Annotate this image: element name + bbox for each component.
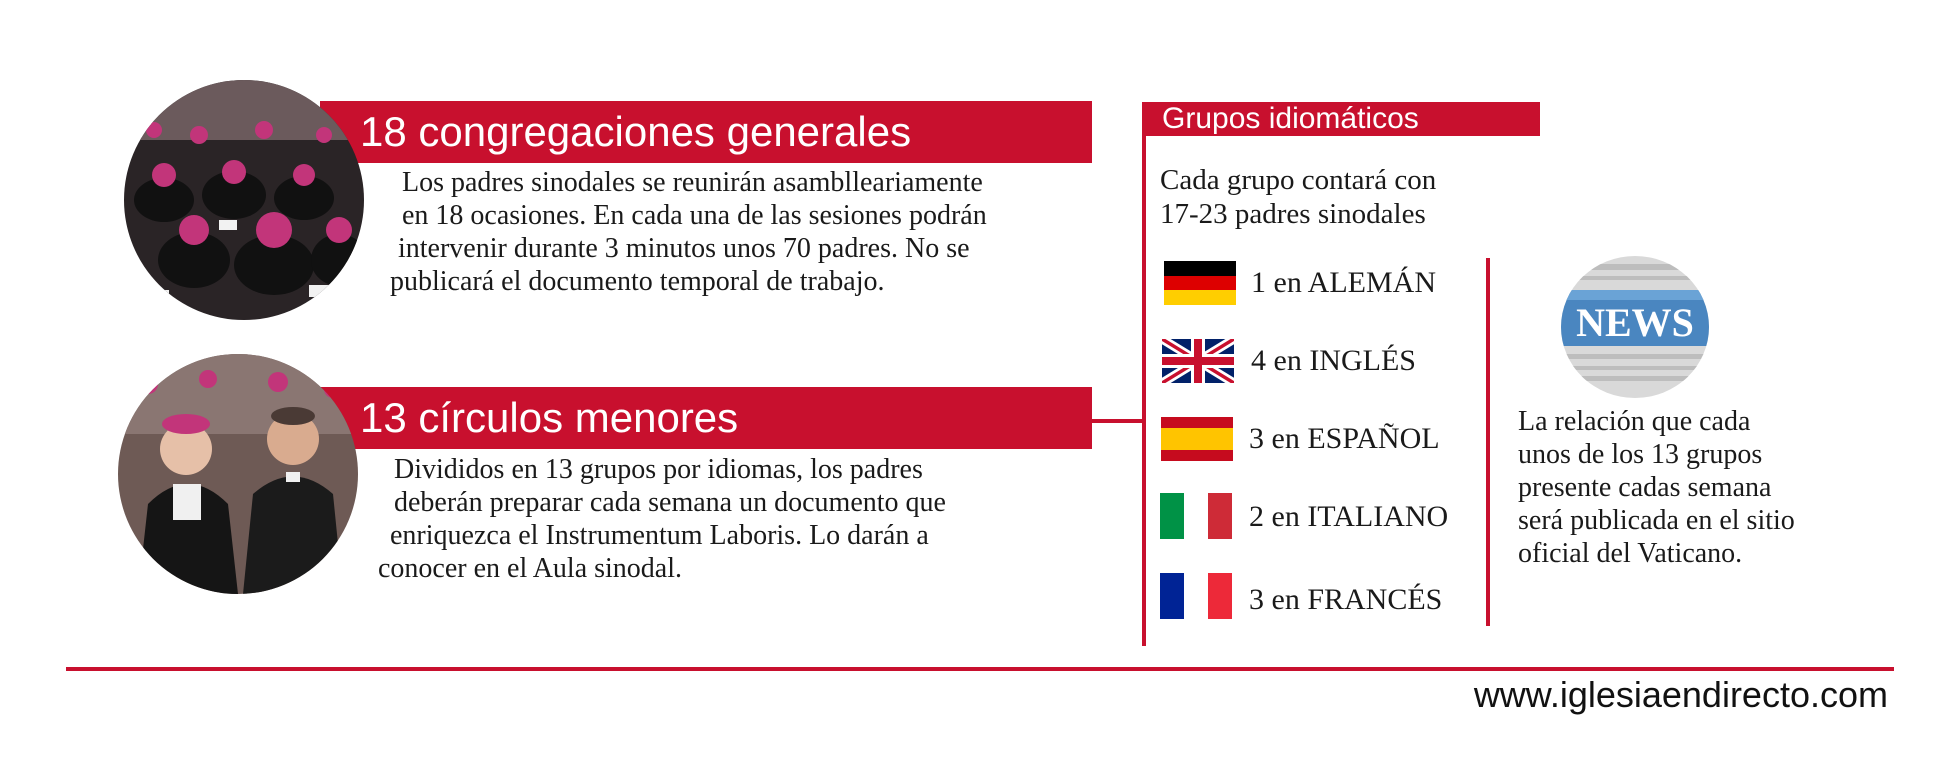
language-item-french: 3 en FRANCÉS (1249, 583, 1443, 616)
language-groups-intro (1160, 163, 1436, 231)
circles-line-4: conocer en el Aula sinodal. (378, 553, 683, 584)
circles-line-1: Divididos en 13 grupos por idiomas, los padres (394, 454, 923, 485)
news-line-4: será publicada en el sitio (1518, 505, 1795, 536)
connector-line (1092, 419, 1145, 423)
language-groups-intro-line-2: 17-23 padres sinodales (1160, 198, 1426, 230)
language-item-italian: 2 en ITALIANO (1249, 500, 1449, 533)
language-groups-title: Grupos idiomáticos (1162, 102, 1419, 135)
news-photo (1561, 256, 1709, 398)
uk-flag-icon (1162, 339, 1234, 383)
language-item-english: 4 en INGLÉS (1251, 344, 1416, 377)
congregations-line-4: publicará el documento temporal de trabajo. (390, 266, 885, 297)
footer-website-url: www.iglesiaendirecto.com (1473, 674, 1888, 715)
bishops-conversation-photo (118, 354, 358, 594)
congregations-line-3: intervenir durante 3 minutos unos 70 padres. No se (398, 233, 970, 264)
spain-flag-icon (1161, 417, 1233, 461)
news-image-text: NEWS (1576, 300, 1694, 345)
circles-line-2: deberán preparar cada semana un documento que (394, 487, 946, 518)
bishops-assembly-image (124, 80, 364, 320)
news-description (1518, 405, 1795, 570)
footer-divider (66, 667, 1894, 671)
circles-title: 13 círculos menores (360, 394, 739, 441)
bishops-conversation-image (118, 354, 358, 594)
news-line-1: La relación que cada (1518, 406, 1751, 437)
bishops-assembly-photo (124, 80, 364, 320)
language-item-spanish: 3 en ESPAÑOL (1249, 422, 1440, 455)
congregations-description (390, 166, 987, 298)
language-groups-right-divider (1486, 258, 1490, 626)
congregations-line-1: Los padres sinodales se reunirán asamblleariamente (402, 167, 983, 198)
congregations-title-banner (320, 101, 1092, 163)
language-item-german: 1 en ALEMÁN (1251, 266, 1436, 299)
language-groups-intro-line-1: Cada grupo contará con (1160, 164, 1437, 196)
language-groups-title-banner (1142, 102, 1540, 136)
circles-line-3: enriquezca el Instrumentum Laboris. Lo darán a (390, 520, 929, 551)
news-line-2: unos de los 13 grupos (1518, 439, 1763, 470)
congregations-line-2: en 18 ocasiones. En cada una de las sesiones podrán (402, 200, 987, 231)
newspaper-stack-image (1561, 256, 1709, 398)
congregations-title: 18 congregaciones generales (360, 108, 912, 155)
circles-description (378, 453, 946, 585)
language-groups-left-bracket (1142, 102, 1146, 646)
italy-flag-icon (1160, 493, 1232, 539)
news-line-5: oficial del Vaticano. (1518, 538, 1743, 569)
news-line-3: presente cadas semana (1518, 472, 1772, 503)
germany-flag-icon (1164, 261, 1236, 305)
france-flag-icon (1160, 573, 1232, 619)
circles-title-banner (320, 387, 1092, 449)
